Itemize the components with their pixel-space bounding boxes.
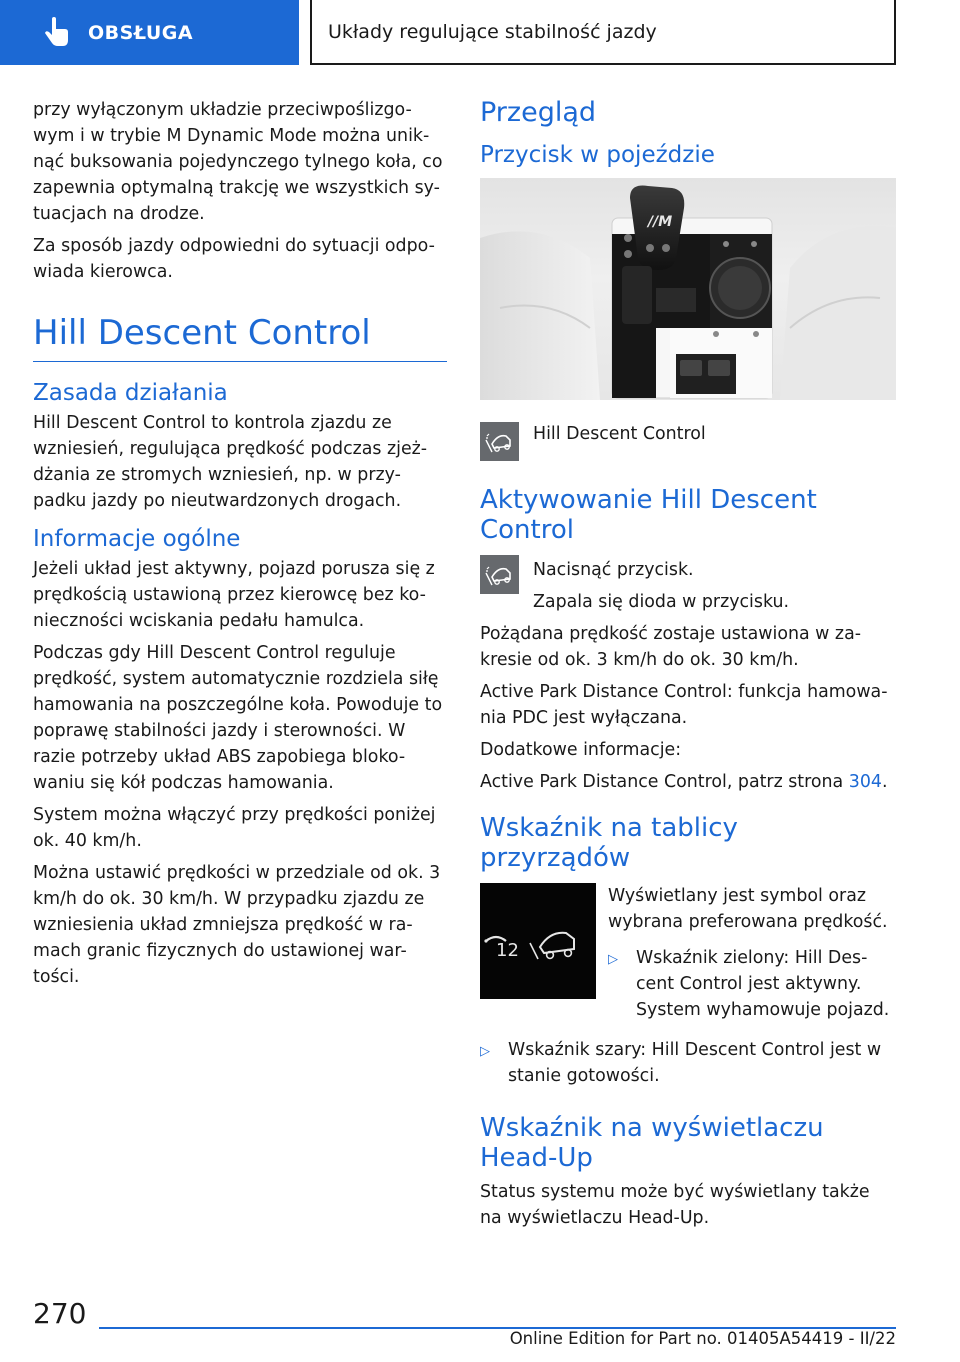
hill-descent-icon-2 [480, 555, 519, 594]
chapter-header [310, 0, 896, 65]
hud-text: Status systemu może być wyświetlany także na wyświetlaczu Head-Up. [480, 1182, 870, 1228]
principle-text: Hill Descent Control to kontrola zjazdu ze wzniesień, regulująca prędkość podczas zjeż-dżania ze stromych wzniesień, np. w przy-padku jazdy po nieutwardzonych drogach. [33, 413, 428, 511]
svg-text://M: //M [648, 214, 673, 230]
bullet-arrow-icon-2: ▷ [480, 1044, 490, 1059]
reference-label: Active Park Distance Control, patrz strona [480, 772, 849, 792]
hill-descent-icon [480, 422, 519, 461]
cluster-text: Wyświetlany jest symbol oraz wybrana preferowana prędkość. [608, 886, 888, 932]
activate-heading: Aktywowanie Hill Descent Control [480, 485, 817, 545]
cluster-speed: 12 [496, 940, 519, 961]
press-button-text: Nacisnąć przycisk. [533, 560, 694, 580]
page-number: 270 [33, 1297, 87, 1330]
general-heading: Informacje ogólne [33, 526, 241, 552]
reference-end: . [881, 772, 888, 792]
section-tab [0, 0, 299, 65]
chapter-title: Układy regulujące stabilność jazdy [328, 20, 657, 43]
intro-paragraph: przy wyłączonym układzie przeciwpoślizgo-wym i w trybie M Dynamic Mode można unik-nąć buksowania pojedynczego tylnego koła, co zapewnia optymalną trakcję we wszystkich sy-tuacjach na drodze. [33, 100, 443, 224]
general-paragraph-3: System można włączyć przy prędkości poniżej ok. 40 km/h. [33, 805, 436, 851]
bullet-grey-text: Wskaźnik szary: Hill Descent Control jest w stanie gotowości. [508, 1040, 882, 1086]
main-heading: Hill Descent Control [33, 313, 447, 362]
led-text: Zapala się dioda w przycisku. [533, 592, 790, 612]
principle-heading: Zasada działania [33, 380, 228, 406]
edition-text: Online Edition for Part no. 01405A54419 - II/22 [509, 1329, 896, 1348]
hdc-legend-label: Hill Descent Control [533, 424, 706, 444]
right-column [480, 97, 896, 1237]
bullet-arrow-icon: ▷ [608, 952, 618, 967]
overview-heading: Przegląd [480, 97, 597, 128]
hand-pointer-icon [38, 15, 74, 51]
general-paragraph-1: Jeżeli układ jest aktywny, pojazd porusza się z prędkością ustawioną przez kierowcę bez ko-nieczności wciskania pedału hamulca. [33, 559, 435, 631]
general-paragraph-2: Podczas gdy Hill Descent Control reguluje prędkość, system automatycznie rozdziela siłę hamowania na poszczególne koła. Powoduje to poprawę stabilności jazdy i sterowności. W razie potrzeby układ ABS zapobiega bloko-waniu się kół podczas hamowania. [33, 643, 443, 793]
bullet-grey [480, 1037, 896, 1089]
hdc-legend-row [480, 422, 896, 461]
hud-heading: Wskaźnik na wyświetlaczu Head-Up [480, 1113, 824, 1173]
cluster-row [480, 883, 896, 1031]
activate-row [480, 555, 896, 621]
general-paragraph-4: Można ustawić prędkości w przedziale od ok. 3 km/h do ok. 30 km/h. W przypadku zjazdu ze wzniesienia układ zmniejsza prędkość w ra-mach granic fizycznych do ustawionej war-tości. [33, 863, 441, 987]
speed-range-text: Pożądana prędkość zostaje ustawiona w za-kresie od ok. 3 km/h do ok. 30 km/h. [480, 624, 861, 670]
left-column [33, 97, 447, 996]
center-console-photo [480, 178, 896, 400]
driver-paragraph: Za sposób jazdy odpowiedni do sytuacji odpo-wiada kierowca. [33, 236, 435, 282]
cluster-heading: Wskaźnik na tablicy przyrządów [480, 813, 738, 873]
instrument-cluster-image [480, 883, 596, 999]
section-title: OBSŁUGA [88, 21, 194, 44]
pdc-text: Active Park Distance Control: funkcja hamowa-nia PDC jest wyłączana. [480, 682, 888, 728]
button-heading: Przycisk w pojeździe [480, 142, 715, 168]
page-link[interactable]: 304 [848, 772, 882, 792]
reference-text [480, 769, 896, 795]
bullet-green [608, 945, 896, 1023]
more-info-text: Dodatkowe informacje: [480, 740, 682, 760]
bullet-green-text: Wskaźnik zielony: Hill Des-cent Control jest aktywny. System wyhamowuje pojazd. [636, 948, 890, 1020]
